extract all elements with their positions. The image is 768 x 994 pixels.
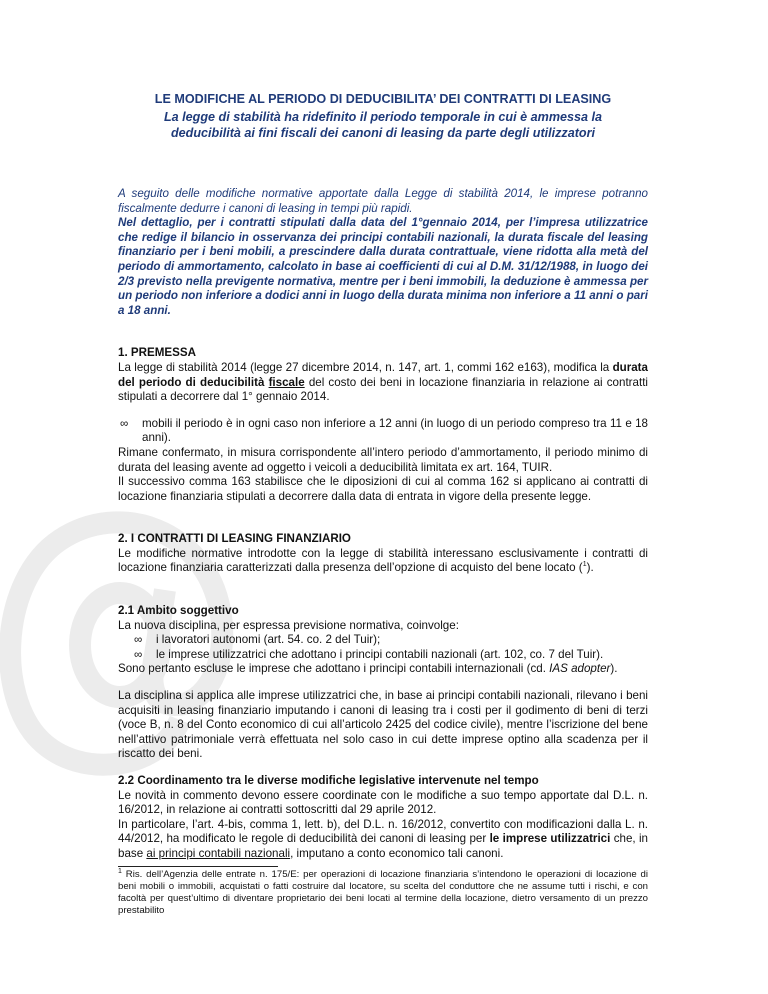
ambito-paragraph-2 bbox=[118, 662, 648, 677]
list-item-text: mobili il periodo è in ogni caso non inferiore a 12 anni (in luogo di un periodo compreso tra 11 e 18 anni). bbox=[142, 416, 648, 445]
bullet-icon: ∞ bbox=[134, 647, 143, 661]
text-span: Sono pertanto escluse le imprese che adottano i principi contabili internazionali (cd. bbox=[118, 662, 550, 676]
section-ambito-soggettivo bbox=[118, 604, 648, 762]
footnote-ref[interactable]: 1 bbox=[582, 561, 587, 569]
text-span: , imputano a conto economico tali canoni. bbox=[290, 846, 504, 860]
list-item bbox=[118, 417, 648, 446]
document-subtitle bbox=[118, 109, 648, 141]
document-body bbox=[118, 92, 648, 926]
section-heading-contratti: 2. I CONTRATTI DI LEASING FINANZIARIO bbox=[118, 532, 351, 546]
text-span: ). bbox=[610, 662, 618, 676]
text-span: La legge di stabilità 2014 (legge 27 dicembre 2014, n. 147, art. 1, commi 162 e163), modifica la bbox=[118, 360, 613, 374]
premessa-paragraph-3: Il successivo comma 163 stabilisce che le diposizioni di cui al comma 162 si applicano ai contratti di locazione finanziaria stipulati a decorrere dalla data di entrata in vigore della presente legge. bbox=[118, 475, 648, 503]
text-span: che, in base bbox=[118, 832, 648, 860]
text-span: In particolare, l’art. 4-bis, comma 1, lett. b), del D.L. n. 16/2012, convertito con modificazioni dalla L. n. 44/2012, ha modificato le regole di deducibilità dei canoni di leasing per bbox=[118, 817, 648, 846]
footnote-number: 1 bbox=[118, 867, 122, 875]
list-item-text: i lavoratori autonomi (art. 54. co. 2 del Tuir); bbox=[156, 633, 381, 647]
text-span: ai principi contabili nazionali bbox=[146, 846, 291, 860]
premessa-paragraph-2: Rimane confermato, in misura corrispondente all’intero periodo d’ammortamento, il periodo minimo di durata del leasing avente ad oggetto i veicoli a deducibilità limitata ex art. 164, TUIR. bbox=[118, 445, 648, 474]
section-heading-coordinamento: 2.2 Coordinamento tra le diverse modifiche legislative intervenute nel tempo bbox=[118, 774, 539, 787]
intro-paragraph-2: Nel dettaglio, per i contratti stipulati dalla data del 1°gennaio 2014, per l’impresa utilizzatrice che redige il bilancio in osservanza dei principi contabili nazionali, la durata fiscale del leasing finanziario per i beni mobili, a prescindere dalla durata contrattuale, viene ridotta alla metà del periodo di ammortamento, calcolato in base ai coefficienti di cui al D.M. 31/12/1988, in luogo dei 2/3 previsto nella previgente normativa, mentre per i beni immobili, la deduzione è ammessa per un periodo non inferiore a dodici anni in luogo della durata minima non inferiore a 11 anni o pari a 18 anni. bbox=[118, 216, 648, 317]
subtitle-line-1: La legge di stabilità ha ridefinito il periodo temporale in cui è ammessa la bbox=[163, 110, 603, 124]
text-span: IAS adopter bbox=[549, 662, 611, 676]
section-premessa bbox=[118, 346, 648, 504]
text-span: ). bbox=[586, 561, 594, 575]
contratti-paragraph-1 bbox=[118, 547, 648, 576]
ambito-paragraph-1: La nuova disciplina, per espressa previsione normativa, coinvolge: bbox=[118, 618, 459, 632]
list-item-text: le imprese utilizzatrici che adottano i principi contabili nazionali (art. 102, co. 7 del Tuir). bbox=[156, 647, 604, 661]
section-heading-ambito: 2.1 Ambito soggettivo bbox=[118, 604, 239, 618]
list-item bbox=[132, 648, 648, 663]
coordinamento-paragraph-1: Le novità in commento devono essere coordinate con le modifiche a suo tempo apportate dal D.L. n. 16/2012, in relazione ai contratti sottoscritti dal 29 aprile 2012. bbox=[118, 788, 648, 817]
bullet-icon: ∞ bbox=[120, 416, 129, 430]
text-span: Le modifiche normative introdotte con la legge di stabilità interessano esclusivamente i contratti di locazione finanziaria caratterizzati dalla presenza dell’opzione di acquisto del bene locato ( bbox=[118, 546, 648, 575]
list-item bbox=[132, 633, 648, 648]
coordinamento-paragraph-2 bbox=[118, 818, 648, 862]
text-span: durata del periodo di deducibilità bbox=[118, 360, 648, 389]
subtitle-line-2: deducibilità ai fini fiscali dei canoni di leasing da parte degli utilizzatori bbox=[170, 126, 596, 140]
footnote bbox=[118, 869, 648, 917]
bullet-icon: ∞ bbox=[134, 633, 143, 647]
footnote-divider bbox=[118, 866, 278, 867]
premessa-paragraph-1 bbox=[118, 361, 648, 405]
text-span: fiscale bbox=[268, 375, 305, 389]
text-span: le imprese utilizzatrici bbox=[489, 832, 611, 846]
section-coordinamento bbox=[118, 774, 648, 862]
intro-abstract bbox=[118, 187, 648, 318]
text-span: del costo dei beni in locazione finanziaria in relazione ai contratti stipulati a decorrere dal 1° gennaio 2014. bbox=[118, 375, 648, 404]
footnote-text: Ris. dell’Agenzia delle entrate n. 175/E: per operazioni di locazione finanziaria s’intendono le operazioni di locazione di beni mobili o immobili, acquistati o fatti costruire dal locatore, su scelta del conduttore che ne assume tutti i rischi, e con facoltà per quest’ultimo di diventare proprietario dei beni locati al termine della locazione, dietro versamento di un prezzo prestabilito bbox=[118, 868, 648, 916]
document-title: LE MODIFICHE AL PERIODO DI DEDUCIBILITA’ DEI CONTRATTI DI LEASING bbox=[154, 92, 612, 106]
section-heading-premessa: 1. PREMESSA bbox=[118, 346, 196, 360]
intro-paragraph-1: A seguito delle modifiche normative apportate dalla Legge di stabilità 2014, le imprese potranno fiscalmente dedurre i canoni di leasing in tempi più rapidi. bbox=[118, 187, 648, 215]
section-contratti-leasing bbox=[118, 532, 648, 576]
ambito-paragraph-3: La disciplina si applica alle imprese utilizzatrici che, in base ai principi contabili nazionali, rilevano i beni acquisiti in leasing finanziario imputando i canoni di leasing tra i costi per il godimento di beni di terzi (voce B, n. 8 del Conto economico di cui all’articolo 2425 del codice civile), mentre l’iscrizione del bene nell’attivo patrimoniale verrà effettuata nel solo caso in cui dette imprese optino alla scadenza per il riscatto dei beni. bbox=[118, 689, 648, 761]
